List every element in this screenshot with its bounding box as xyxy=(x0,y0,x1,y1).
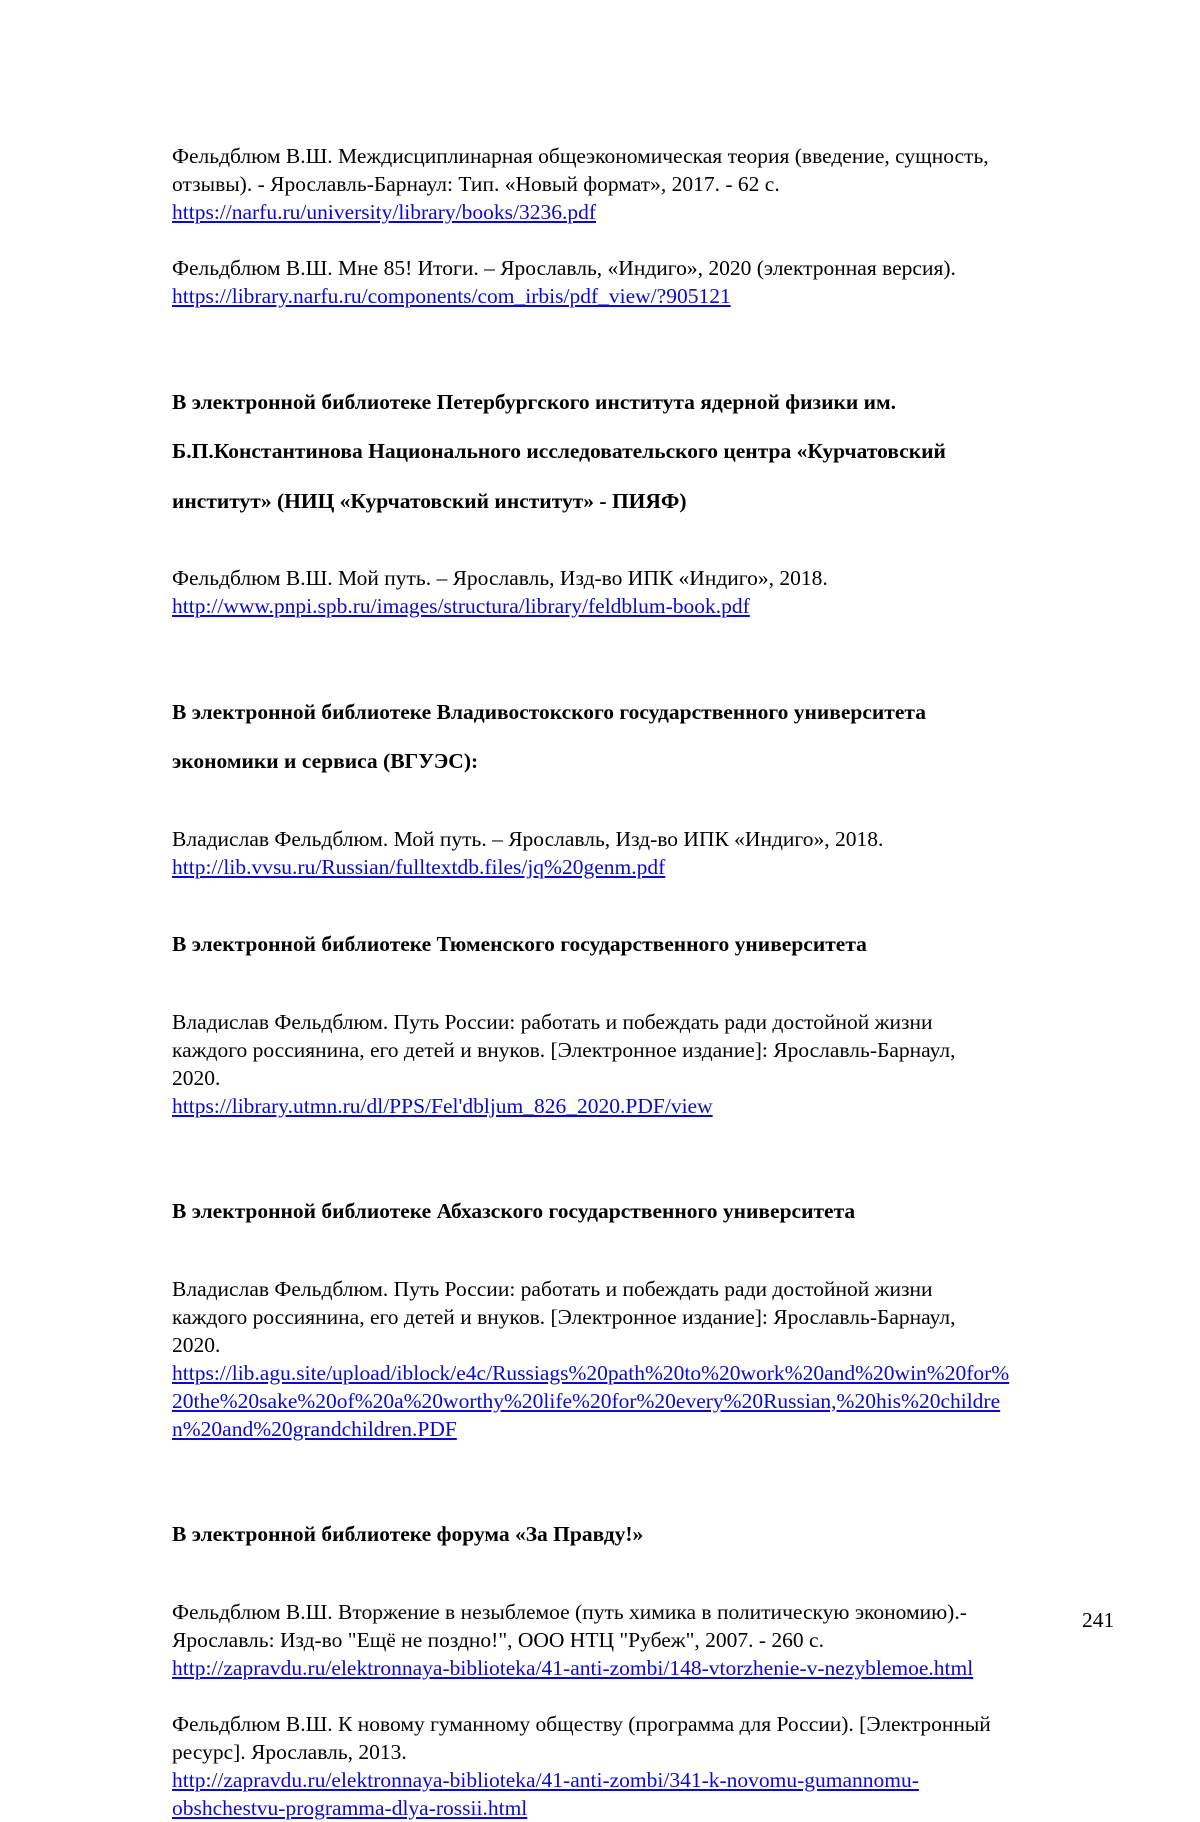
entry-text-line: Владислав Фельдблюм. Путь России: работать и побеждать ради достойной жизни xyxy=(172,1276,933,1301)
entry-link[interactable]: https://lib.agu.site/upload/iblock/e4c/Russiags%20path%20to%20work%20and%20win%20for% xyxy=(172,1360,1010,1385)
section-heading xyxy=(172,930,1130,958)
heading-line: Б.П.Константинова Национального исследовательского центра «Курчатовский xyxy=(172,439,946,463)
entry-link[interactable]: http://zapravdu.ru/elektronnaya-biblioteka/41-anti-zombi/341-k-novomu-gumannomu- xyxy=(172,1767,919,1792)
entry-link[interactable]: obshchestvu-programma-dlya-rossii.html xyxy=(172,1795,528,1820)
section-heading xyxy=(172,1197,1130,1225)
section-heading xyxy=(172,698,1130,776)
entry-link[interactable]: http://www.pnpi.spb.ru/images/structura/library/feldblum-book.pdf xyxy=(172,594,750,618)
bibliography-entry xyxy=(172,1598,1130,1682)
bibliography-entry xyxy=(172,564,1130,620)
entry-text-line: ресурс]. Ярославль, 2013. xyxy=(172,1739,407,1764)
entry-link[interactable]: n%20and%20grandchildren.PDF xyxy=(172,1416,457,1441)
heading-line: экономики и сервиса (ВГУЭС): xyxy=(172,749,479,773)
bibliography-entry xyxy=(172,142,1130,226)
entry-link[interactable]: 20the%20sake%20of%20a%20worthy%20life%20for%20every%20Russian,%20his%20childre xyxy=(172,1388,1001,1413)
page-content xyxy=(172,142,1130,1822)
entry-text-line: Фельдблюм В.Ш. Вторжение в незыблемое (путь химика в политическую экономию).- xyxy=(172,1599,967,1624)
entry-text-line: Фельдблюм В.Ш. Мне 85! Итоги. – Ярославль, «Индиго», 2020 (электронная версия). xyxy=(172,256,956,280)
entry-text-line: отзывы). - Ярославль-Барнаул: Тип. «Новый формат», 2017. - 62 с. xyxy=(172,172,780,196)
bibliography-entry xyxy=(172,1710,1130,1822)
entry-text-line: 2020. xyxy=(172,1332,221,1357)
page-number: 241 xyxy=(1082,1608,1115,1632)
bibliography-entry xyxy=(172,1008,1130,1120)
heading-line: институт» (НИЦ «Курчатовский институт» - ПИЯФ) xyxy=(172,488,687,513)
heading-line: В электронной библиотеке форума «За Правду!» xyxy=(172,1522,644,1546)
heading-line: В электронной библиотеке Тюменского государственного университета xyxy=(172,932,867,956)
entry-link[interactable]: https://narfu.ru/university/library/books/3236.pdf xyxy=(172,200,596,224)
heading-line: В электронной библиотеке Абхазского государственного университета xyxy=(172,1199,856,1223)
entry-link[interactable]: http://lib.vvsu.ru/Russian/fulltextdb.files/jq%20genm.pdf xyxy=(172,854,666,879)
entry-link[interactable]: http://zapravdu.ru/elektronnaya-biblioteka/41-anti-zombi/148-vtorzhenie-v-nezyblemoe.html xyxy=(172,1655,974,1680)
section-heading xyxy=(172,1520,1130,1548)
entry-text-line: каждого россиянина, его детей и внуков. [Электронное издание]: Ярославль-Барнаул, xyxy=(172,1037,956,1062)
entry-text-line: Владислав Фельдблюм. Путь России: работать и побеждать ради достойной жизни xyxy=(172,1009,933,1034)
bibliography-entry xyxy=(172,825,1130,881)
entry-text-line: Фельдблюм В.Ш. Мой путь. – Ярославль, Изд-во ИПК «Индиго», 2018. xyxy=(172,566,828,590)
entry-text-line: 2020. xyxy=(172,1065,221,1090)
section-heading xyxy=(172,388,1130,515)
heading-line: В электронной библиотеке Владивостокского государственного университета xyxy=(172,699,926,724)
entry-text-line: каждого россиянина, его детей и внуков. [Электронное издание]: Ярославль-Барнаул, xyxy=(172,1304,956,1329)
heading-line: В электронной библиотеке Петербургского института ядерной физики им. xyxy=(172,389,897,414)
entry-text-line: Фельдблюм В.Ш. К новому гуманному обществу (программа для России). [Электронный xyxy=(172,1711,991,1736)
bibliography-entry xyxy=(172,254,1130,310)
bibliography-entry xyxy=(172,1275,1130,1443)
entry-link[interactable]: https://library.narfu.ru/components/com_irbis/pdf_view/?905121 xyxy=(172,284,731,308)
entry-link[interactable]: https://library.utmn.ru/dl/PPS/Fel'dbljum_826_2020.PDF/view xyxy=(172,1093,713,1118)
entry-text-line: Владислав Фельдблюм. Мой путь. – Ярославль, Изд-во ИПК «Индиго», 2018. xyxy=(172,826,884,851)
entry-text-line: Ярославль: Изд-во "Ещё не поздно!", ООО НТЦ "Рубеж", 2007. - 260 с. xyxy=(172,1627,824,1652)
entry-text-line: Фельдблюм В.Ш. Междисциплинарная общеэкономическая теория (введение, сущность, xyxy=(172,144,989,168)
